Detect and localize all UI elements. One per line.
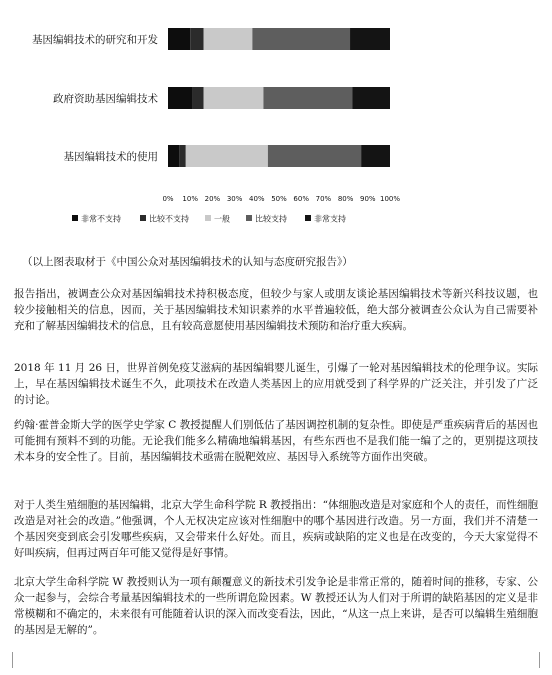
chart-caption: （以上图表取材于《中国公众对基因编辑技术的认知与态度研究报告》）: [22, 256, 353, 268]
legend-swatch: [72, 215, 78, 221]
bar-segment-2: [190, 28, 203, 50]
paragraph-4: 对于人类生殖细胞的基因编辑，北京大学生命科学院 R 教授指出：“体细胞改造是对家庭和个人的责任，而性细胞改造是对社会的改造。”他强调，个人无权决定应该对性细胞中的哪个基因进行改造。另一方面，我们并不清楚一个基因突变到底会引发哪些疾病，又会带来什么好处。而且，疾病或缺陷的定义也是在改变的，今天大家觉得不好叫疾病，但再过两百年可能又觉得是好事情。: [14, 499, 538, 559]
bar-segment-5: [350, 28, 390, 50]
x-tick-label: 80%: [337, 195, 354, 203]
paragraph-3: 约翰·霍普金斯大学的医学史学家 C 教授提醒人们别低估了基因调控机制的复杂性。即使是严重疾病背后的基因也可能拥有预料不到的功能。无论我们能多么精确地编辑基因，有些东西也不是我们能一编了之的，更别提这项技术本身的安全性了。目前，基因编辑技术亟需在脱靶效应、基因导入系统等方面作出突破。: [14, 419, 538, 463]
bar-segment-2: [192, 87, 203, 109]
category-label: 基因编辑技术的使用: [63, 151, 158, 163]
bar-segment-5: [352, 87, 390, 109]
bar-segment-1: [168, 28, 190, 50]
paragraph-5: 北京大学生命科学院 W 教授则认为一项有颠覆意义的新技术引发争论是非常正常的，随着时间的推移，专家、公众一起参与，会综合考量基因编辑技术的一些所谓危险因素。W 教授还认为人们对于所谓的缺陷基因的定义是非常模糊和不确定的，未来很有可能随着认识的深入而改变看法，因此，“从这一点上来讲，是否可以编辑生殖细胞的基因是无解的”。: [14, 576, 538, 636]
legend-label: 非常支持: [314, 214, 346, 224]
corner-mark-left: [12, 652, 13, 668]
legend-swatch: [140, 215, 146, 221]
legend-swatch: [305, 215, 311, 221]
legend-label: 非常不支持: [81, 214, 121, 224]
legend: [72, 214, 346, 224]
x-tick-label: 20%: [204, 195, 221, 203]
category-label: 政府资助基因编辑技术: [53, 93, 158, 105]
x-tick-label: 70%: [315, 195, 332, 203]
paragraph-1: 报告指出，被调查公众对基因编辑技术持积极态度，但较少与家人或朋友谈论基因编辑技术等新兴科技议题，也较少接触相关的信息，因而，关于基因编辑技术知识素养的水平普遍较低，绝大部分被调查公众认为自己需要补充和了解基因编辑技术的信息，且有较高意愿使用基因编辑技术预防和治疗重大疾病。: [14, 288, 538, 332]
x-tick-label: 60%: [293, 195, 309, 203]
x-tick-label: 50%: [271, 195, 287, 203]
bars: [168, 28, 390, 167]
legend-label: 比较不支持: [149, 214, 189, 224]
bar-segment-4: [252, 28, 350, 50]
category-label: 基因编辑技术的研究和开发: [32, 34, 158, 46]
legend-label: 比较支持: [255, 214, 287, 224]
x-tick-label: 100%: [379, 195, 401, 203]
bar-segment-3: [204, 28, 253, 50]
x-tick-label: 40%: [249, 195, 265, 203]
x-tick-label: 0%: [162, 195, 174, 203]
bar-segment-1: [168, 145, 179, 167]
x-tick-label: 30%: [226, 195, 243, 203]
x-tick-label: 90%: [360, 195, 376, 203]
legend-swatch: [246, 215, 252, 221]
legend-label: 一般: [214, 214, 230, 224]
bar-segment-5: [361, 145, 390, 167]
stacked-bar-chart: [0, 0, 552, 238]
bar-segment-3: [186, 145, 268, 167]
bar-segment-4: [263, 87, 352, 109]
bar-segment-3: [204, 87, 264, 109]
paragraph-2: 2018 年 11 月 26 日，世界首例免疫艾滋病的基因编辑婴儿诞生，引爆了一轮对基因编辑技术的伦理争议。实际上，早在基因编辑技术诞生不久，此项技术在改造人类基因上的应用就受到了科学界的广泛关注，并引发了广泛的讨论。: [14, 362, 538, 406]
corner-mark-right: [539, 652, 540, 668]
bar-segment-4: [268, 145, 361, 167]
legend-swatch: [205, 215, 211, 221]
bar-segment-2: [179, 145, 186, 167]
bar-segment-1: [168, 87, 192, 109]
category-labels: [32, 33, 158, 163]
x-tick-label: 10%: [182, 195, 198, 203]
x-axis-ticks: [162, 195, 400, 203]
